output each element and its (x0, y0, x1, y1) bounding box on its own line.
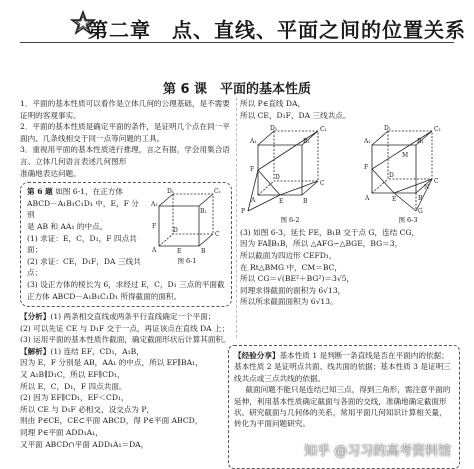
f2-C1: C₁ (320, 126, 327, 134)
right-column (240, 98, 460, 308)
intro-1: 1．平面的基本性质可以看作是立体几何的公理基础，是不需要证明的客观事实。 (20, 99, 230, 120)
fig-6-1-caption: 图 6-1 (177, 257, 197, 266)
f3-C1: C₁ (434, 126, 441, 134)
solution-6: 所以 CE 与 D₁F 必相交，设交点为 P， (20, 404, 155, 414)
figure-6-2 (240, 123, 340, 227)
figure-6-3 (356, 123, 460, 227)
pt-B1: B₁ (200, 208, 207, 216)
f3-A1: A₁ (364, 138, 371, 146)
f3-B1: B₁ (417, 138, 424, 146)
right-line-4: 在 Rt△BMG 中，CM＝BC， (240, 262, 342, 272)
right-line-5: 所以 CG＝√(BE²＋BG²)＝3√5， (240, 274, 355, 284)
analysis-label: 【分析】 (20, 312, 51, 322)
f3-F: F (364, 164, 369, 172)
pt-A1: A₁ (151, 201, 158, 209)
f3-E: E (392, 196, 397, 204)
solution-2: 因为 E，F 分别是 AB，AA₁ 的中点，所以 EF∥BA₁， (20, 358, 203, 368)
example-line-3: (1) 求证：E，C，D₁，F 四点共面； (27, 233, 137, 255)
solution-1: (1) 连结 EF，CD₁，A₁B， (50, 346, 144, 356)
column-divider (236, 98, 237, 338)
example-label: 第 6 题 (27, 187, 53, 197)
cube-figure-6-2 (240, 123, 340, 215)
f2-C: C (320, 180, 325, 188)
f2-E: E (279, 198, 284, 206)
pt-A: A (152, 247, 157, 255)
solution-5: (2) 因为 EF∥CD₁，EF＜CD₁， (20, 393, 129, 403)
pt-D1: D₁ (167, 188, 175, 196)
right-line-6: 同理求得截面的面积为 6√13， (240, 285, 346, 295)
example-box (20, 182, 232, 307)
f2-A1: A₁ (250, 138, 257, 146)
pt-E: E (177, 248, 182, 256)
f2-B1: B₁ (303, 138, 310, 146)
right-line-3: 所以截面为四边形 CEFD₁， (240, 250, 337, 260)
example-line-4: (2) 求证：CE，D₁F，DA 三线共点； (27, 256, 141, 278)
solution-3: 又 A₁B∥D₁C，所以 EF∥CD₁， (20, 370, 125, 380)
f3-N: N (424, 184, 430, 192)
f2-A: A (251, 197, 256, 205)
solution-7: 则由 P∈CE，CE⊂平面 ABCD，得 P∈平面 ABCD， (20, 416, 203, 426)
f3-D1: D₁ (384, 125, 392, 133)
f3-C: C (434, 178, 439, 186)
example-line-2: 是 AB 和 AA₁ 的中点。 (27, 221, 108, 231)
cube-figure-6-3 (356, 123, 460, 215)
solution-label: 【解析】 (20, 346, 51, 356)
pt-F: F (152, 223, 157, 231)
analysis-1: (1) 两条相交直线或两条平行直线确定一个平面； (50, 312, 216, 322)
header-rule (20, 42, 454, 43)
solution-9: 又平面 ABCD∩平面 ADD₁A₁＝DA， (20, 439, 149, 449)
watermark: 知乎 @习习的高考资料馆 (304, 444, 452, 459)
cube-figure-6-1 (149, 186, 225, 256)
f2-F: F (250, 166, 255, 174)
experience-2: 截面问题不能只是连结已知三点，得到三角形，需注意平面的延伸，利用基本性质确定截面与各面的交线，准确地确定截面形状。研究截面与几何体的关系，常用平面几何知识计算相关量，转化为平面问题研究。 (234, 385, 451, 429)
f3-B: B (418, 195, 423, 203)
f3-M: M (402, 152, 409, 160)
f3-G: G (418, 208, 423, 216)
pt-C: C (215, 231, 220, 239)
continued-2: 所以 CE，D₁F，DA 三线共点。 (240, 110, 351, 120)
experience-1: 基本性质 1 是判断一条直线是否在平面内的依据；基本性质 2 是证明点共面、线共面的依据；基本性质 3 是证明三线共点或三点共线的依据。 (234, 351, 451, 383)
f2-B: B (303, 198, 308, 206)
right-line-1: (3) 如图 6-3，延长 FE，B₁B 交于点 G，连结 CG， (240, 227, 420, 237)
intro-4: 准确地表达问题。 (20, 168, 81, 178)
figure-6-1 (149, 186, 225, 279)
example-line-1: 如图 6-1，在正方体 ABCD－A₁B₁C₁D₁ 中，E，F 分别 (27, 187, 139, 220)
f3-D: D (389, 172, 394, 180)
intro-3: 3．重视用平面的基本性质进行推理，言之有据，学会用集合语言、立体几何语言表述几何图形 (20, 145, 230, 166)
continued-1: 所以 P∈直线 DA， (240, 99, 306, 108)
solution-8: 同理 P∈平面 ADD₁A₁， (20, 428, 103, 438)
f2-P: P (241, 208, 246, 216)
fig-6-3-caption: 图 6-3 (398, 216, 418, 225)
pt-B: B (201, 248, 206, 256)
intro-2: 2．平面的基本性质是确定平面的条件，是证明几个点在同一平面内、几条线相交于同一点等问题的工具。 (20, 122, 230, 143)
example-line-5: (3) 设正方体的棱长为 6，求经过 E，C，D₁ 三点的平面截正方体 ABCD－A₁B₁C₁D₁ 所得截面的面积。 (27, 279, 225, 301)
chapter-title: 第二章 点、直线、平面之间的位置关系 (88, 18, 466, 42)
f2-D: D (275, 174, 280, 182)
fig-6-2-caption: 图 6-2 (280, 216, 300, 225)
left-column (20, 98, 232, 450)
pt-C1: C₁ (214, 188, 221, 196)
lesson-title: 第 6 课 平面的基本性质 (162, 82, 312, 97)
right-line-2: 因为 FA∥B₁B，所以 △AFG∽△BGE，BG＝3， (240, 239, 403, 249)
pt-D: D (173, 227, 178, 235)
experience-label: 【经验分享】 (234, 351, 280, 360)
f3-A: A (365, 195, 370, 203)
f2-D1: D₁ (270, 125, 278, 133)
analysis-3: (3) 运用平面的基本性质作截面，确定截面形状后计算其面积。 (20, 335, 231, 345)
right-line-7: 所以所求截面面积为 6√13。 (240, 297, 338, 307)
analysis-2: (2) 可以先证 CE 与 D₁F 交于一点，再证该点在直线 DA 上； (20, 323, 230, 333)
solution-4: 所以 E，C，D₁，F 四点共面。 (20, 381, 127, 391)
